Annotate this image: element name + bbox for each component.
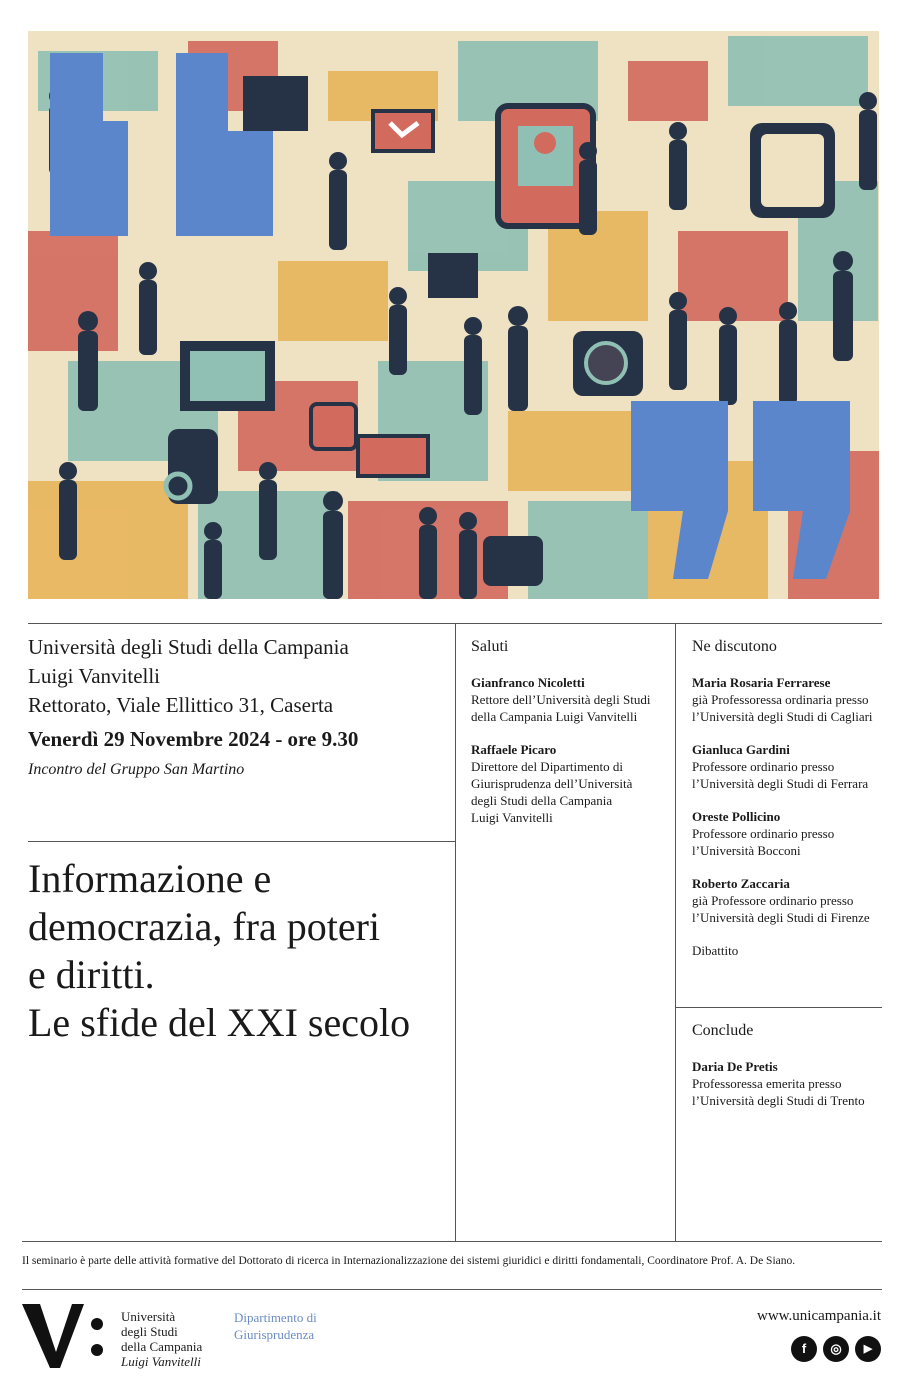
column-divider-1 [455, 623, 456, 1241]
event-info [28, 633, 349, 720]
person-role: Luigi Vanvitelli [471, 810, 553, 825]
title-line: democrazia, fra poteri [28, 904, 381, 949]
event-subtitle: Incontro del Gruppo San Martino [28, 761, 245, 778]
event-title [28, 855, 448, 1047]
discussant [692, 674, 887, 725]
person-name: Oreste Pollicino [692, 809, 781, 824]
institution-line-2: Luigi Vanvitelli [28, 664, 161, 688]
dept-line: Giurisprudenza [234, 1327, 315, 1342]
person-role: degli Studi della Campania [471, 793, 613, 808]
person-role: già Professore ordinario presso [692, 893, 854, 908]
person-name: Gianluca Gardini [692, 742, 790, 757]
discussant [692, 808, 887, 859]
person-role: già Professoressa ordinaria presso [692, 692, 869, 707]
person-name: Raffaele Picaro [471, 742, 557, 757]
uni-line-italic: Luigi Vanvitelli [121, 1354, 201, 1369]
uni-line: degli Studi [121, 1324, 178, 1339]
event-date: Venerdì 29 Novembre 2024 - ore 9.30 [28, 727, 359, 751]
person-role: della Campania Luigi Vanvitelli [471, 709, 638, 724]
person-role: l’Università degli Studi di Trento [692, 1093, 865, 1108]
person-name: Maria Rosaria Ferrarese [692, 675, 831, 690]
collage-people-media-icon [28, 31, 879, 599]
saluti-person [471, 741, 671, 826]
person-role: Rettore dell’Università degli Studi [471, 692, 651, 707]
discussant [692, 741, 887, 792]
person-role: Professore ordinario presso [692, 759, 835, 774]
person-role: l’Università degli Studi di Firenze [692, 910, 870, 925]
v-colon-logo-icon [22, 1302, 106, 1375]
person-role: l’Università Bocconi [692, 843, 801, 858]
discussant [692, 875, 887, 926]
person-role: Direttore del Dipartimento di [471, 759, 623, 774]
person-name: Gianfranco Nicoletti [471, 675, 585, 690]
person-role: Giurisprudenza dell’Università [471, 776, 633, 791]
university-name [121, 1309, 202, 1369]
title-line: Le sfide del XXI secolo [28, 1000, 411, 1045]
uni-line: Università [121, 1309, 176, 1324]
person-name: Daria De Pretis [692, 1059, 778, 1074]
youtube-icon[interactable]: ▶ [855, 1336, 881, 1362]
conclude-person [692, 1058, 887, 1109]
person-role: Professoressa emerita presso [692, 1076, 842, 1091]
bottom-rule [22, 1241, 882, 1242]
institution-line-1: Università degli Studi della Campania [28, 635, 349, 659]
person-role: Professore ordinario presso [692, 826, 835, 841]
facebook-icon[interactable]: f [791, 1336, 817, 1362]
debate-label: Dibattito [692, 943, 739, 958]
footnote: Il seminario è parte delle attività formative del Dottorato di ricerca in Internazionalizzazione dei sistemi giuridici e diritti fondamentali, Coordinatore Prof. A. De Siano. [22, 1255, 796, 1267]
venue: Rettorato, Viale Ellittico 31, Caserta [28, 693, 334, 717]
discussants-heading: Ne discutono [692, 638, 777, 655]
person-role: l’Università degli Studi di Ferrara [692, 776, 869, 791]
website-link[interactable]: www.unicampania.it [757, 1308, 881, 1324]
uni-line: della Campania [121, 1339, 203, 1354]
dept-line: Dipartimento di [234, 1310, 317, 1325]
hero-collage [28, 31, 879, 599]
conclude-rule [675, 1007, 882, 1008]
saluti-person [471, 674, 671, 725]
person-name: Roberto Zaccaria [692, 876, 790, 891]
title-line: Informazione e [28, 856, 272, 901]
department-name [234, 1309, 317, 1343]
title-line: e diritti. [28, 952, 155, 997]
column-divider-2 [675, 623, 676, 1241]
instagram-icon[interactable]: ◎ [823, 1336, 849, 1362]
conclude-heading: Conclude [692, 1022, 754, 1039]
person-role: l’Università degli Studi di Cagliari [692, 709, 873, 724]
saluti-heading: Saluti [471, 638, 509, 655]
footer-rule [22, 1289, 882, 1290]
title-rule [28, 841, 455, 842]
